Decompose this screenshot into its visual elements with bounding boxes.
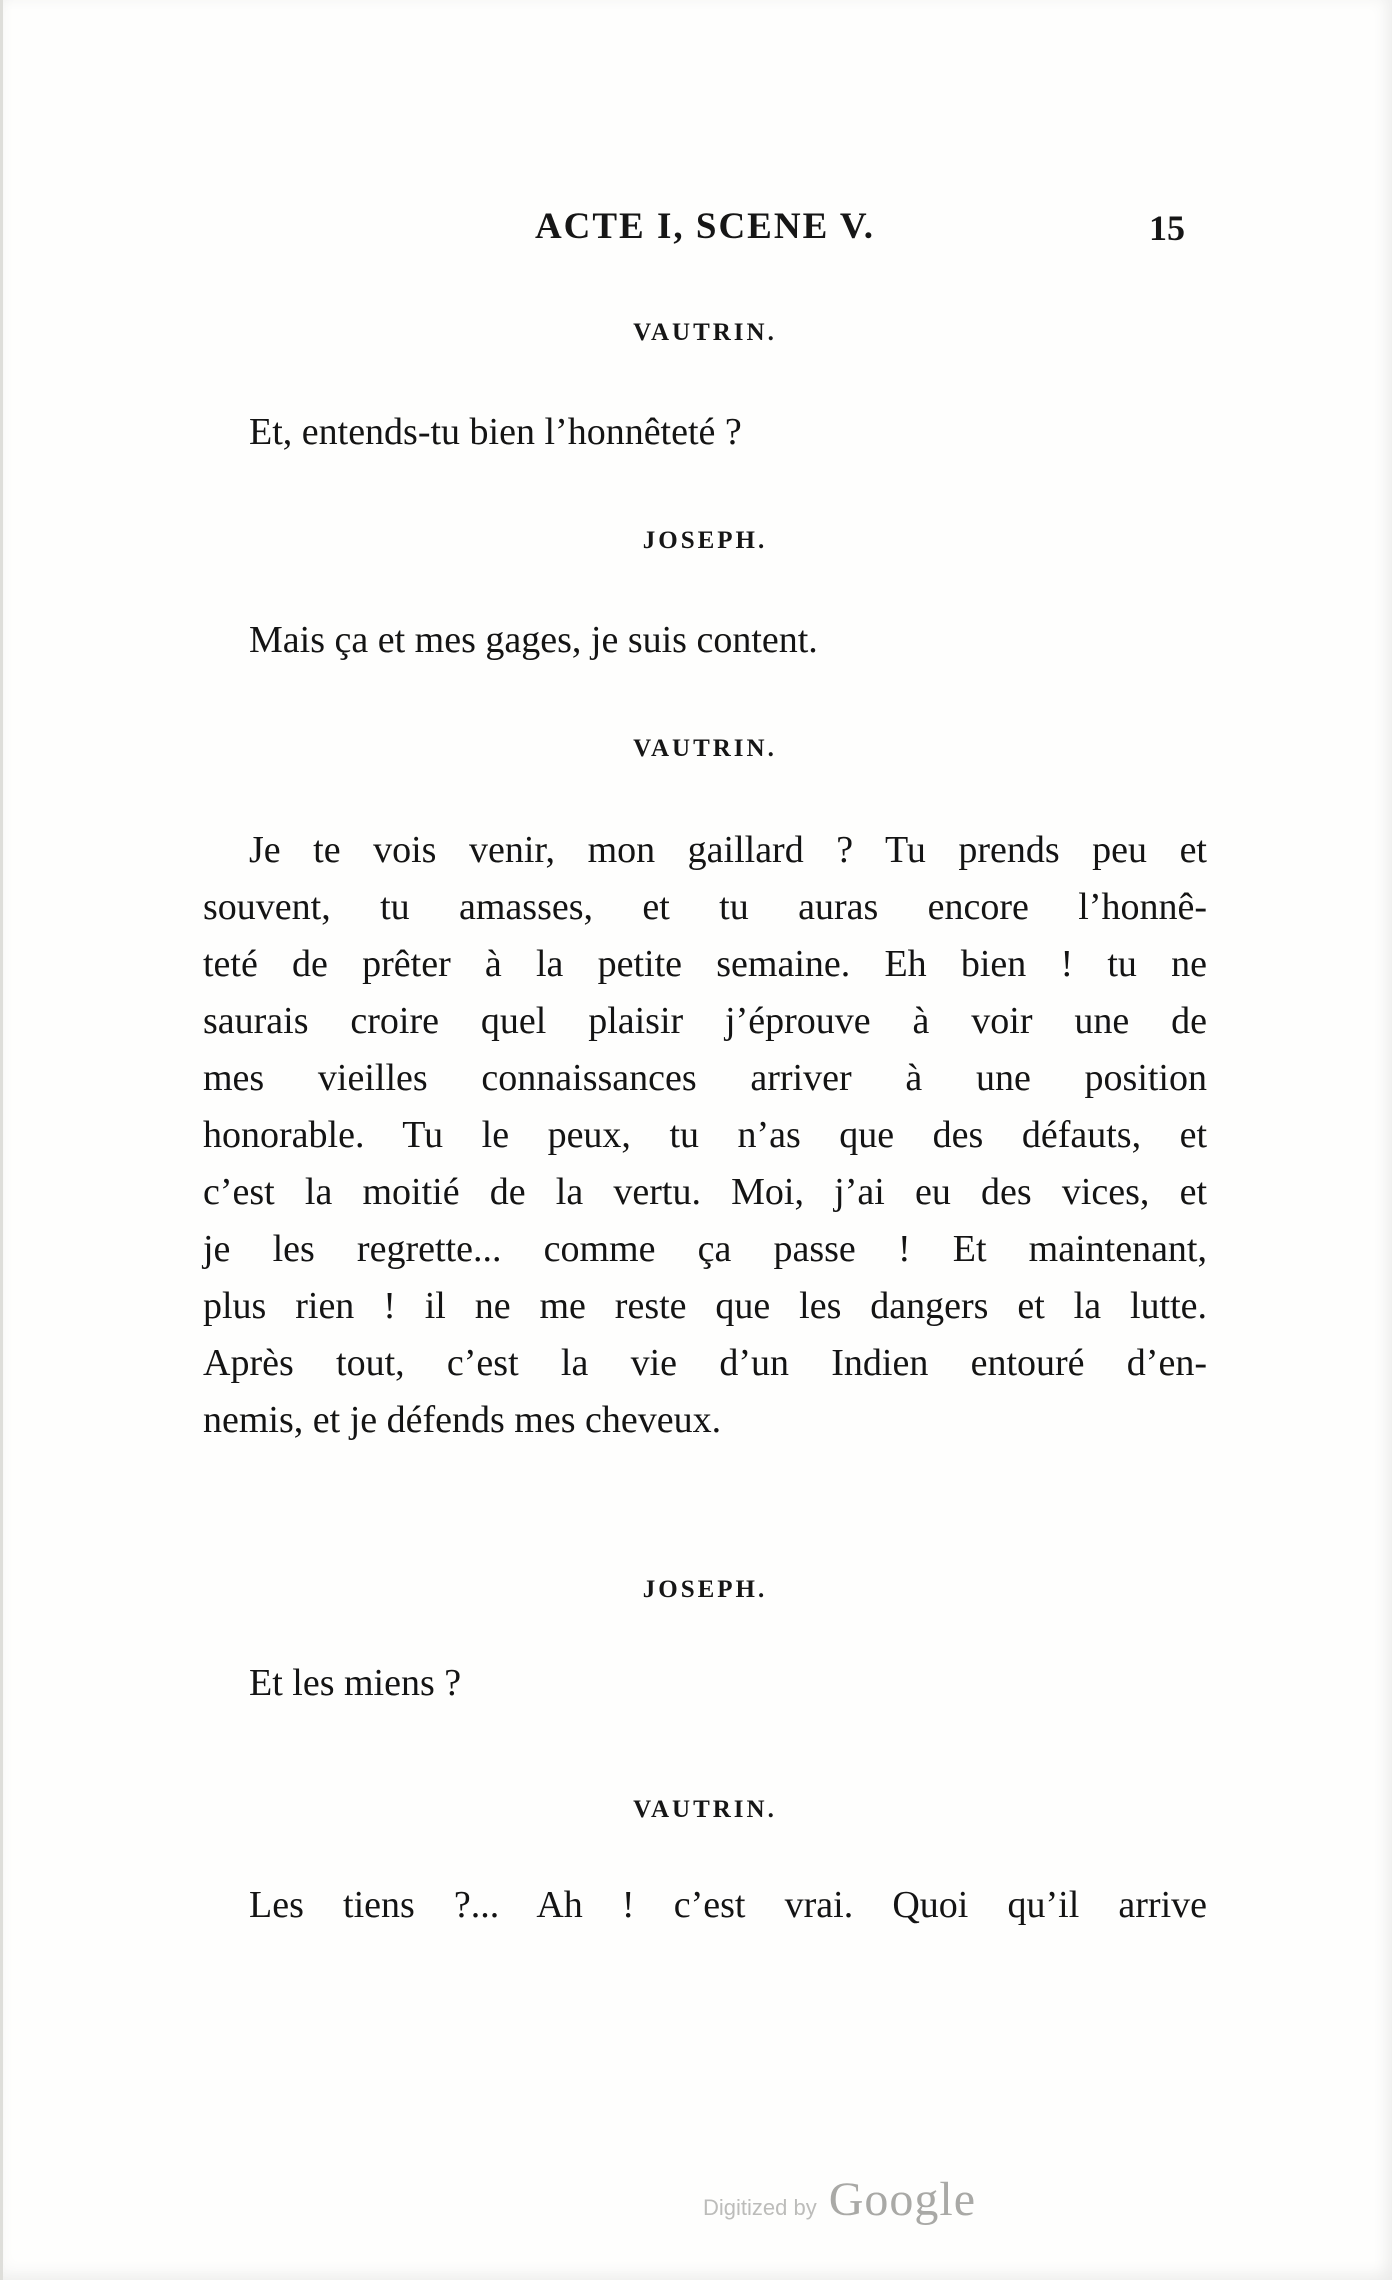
footer [703, 2172, 976, 2227]
digitized-by-label: Digitized by [703, 2195, 817, 2220]
text-line: plus rien ! il ne me reste que les dangers et la lutte. [203, 1285, 1207, 1327]
google-logo: Google [828, 2173, 977, 2226]
speaker-heading-vautrin: VAUTRIN. [633, 319, 777, 346]
act-scene-title: ACTE I, SCENE V. [534, 206, 876, 247]
speaker-heading-joseph: JOSEPH. [642, 527, 768, 554]
text-line: saurais croire quel plaisir j’éprouve à voir une de [203, 1000, 1207, 1042]
dialogue-line: Mais ça et mes gages, je suis content. [249, 619, 818, 661]
text-line: mes vieilles connaissances arriver à une position [203, 1057, 1207, 1099]
dialogue-line: Et, entends-tu bien l’honnêteté ? [249, 411, 742, 453]
text-line: Après tout, c’est la vie d’un Indien entouré d’en- [203, 1342, 1207, 1384]
text-line: je les regrette... comme ça passe ! Et maintenant, [203, 1228, 1207, 1270]
speaker-heading-vautrin: VAUTRIN. [633, 1796, 777, 1823]
text-line: souvent, tu amasses, et tu auras encore l’honnê- [203, 886, 1207, 928]
text-line: nemis, et je défends mes cheveux. [203, 1399, 722, 1441]
text-line: teté de prêter à la petite semaine. Eh bien ! tu ne [203, 943, 1207, 985]
dialogue-paragraph [203, 1877, 1207, 1934]
text-line: honorable. Tu le peux, tu n’as que des défauts, et [203, 1114, 1207, 1156]
dialogue-paragraph [203, 822, 1207, 1449]
dialogue-line: Et les miens ? [249, 1662, 462, 1704]
text-line: Les tiens ?... Ah ! c’est vrai. Quoi qu’il arrive [249, 1884, 1207, 1926]
page-number: 15 [1149, 208, 1185, 248]
text-line: Je te vois venir, mon gaillard ? Tu prends peu et [249, 829, 1207, 871]
speaker-heading-joseph: JOSEPH. [642, 1576, 768, 1603]
speaker-heading-vautrin: VAUTRIN. [633, 735, 777, 762]
text-line: c’est la moitié de la vertu. Moi, j’ai eu des vices, et [203, 1171, 1207, 1213]
page-header [203, 205, 1207, 253]
text-column [203, 205, 1207, 1934]
